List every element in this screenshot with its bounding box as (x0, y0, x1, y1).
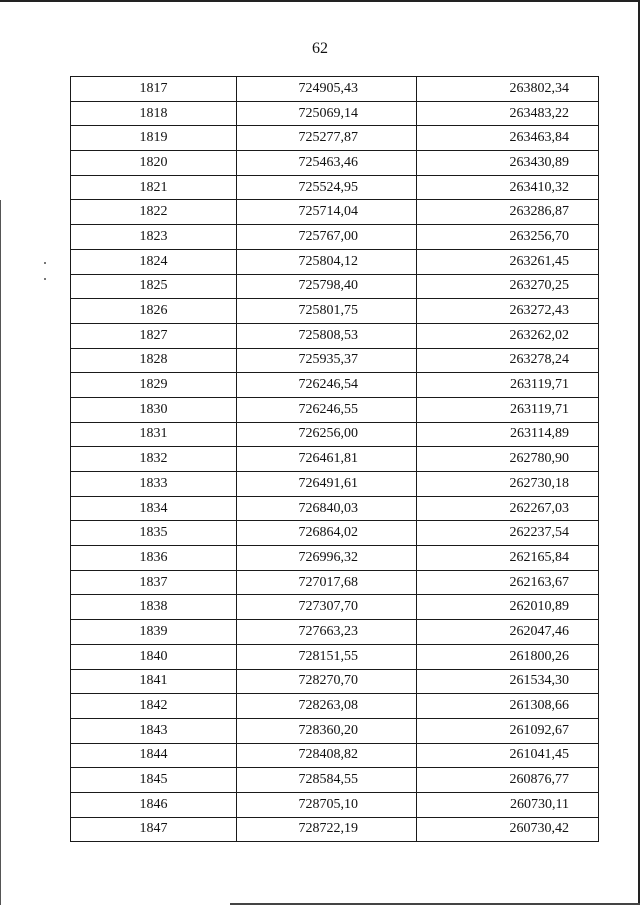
x-coordinate-cell: 725798,40 (237, 274, 417, 299)
y-coordinate-cell: 262047,46 (417, 620, 599, 645)
point-number-cell: 1819 (71, 126, 237, 151)
point-number-cell: 1836 (71, 546, 237, 571)
point-number-cell: 1824 (71, 249, 237, 274)
table-row (71, 422, 599, 447)
y-coordinate-cell: 260876,77 (417, 768, 599, 793)
scan-edge-top (0, 0, 640, 2)
y-coordinate-cell: 263802,34 (417, 77, 599, 102)
y-coordinate-cell: 261800,26 (417, 644, 599, 669)
x-coordinate-cell: 728722,19 (237, 817, 417, 842)
y-coordinate-cell: 262010,89 (417, 595, 599, 620)
y-coordinate-cell: 263114,89 (417, 422, 599, 447)
y-coordinate-cell: 263410,32 (417, 175, 599, 200)
point-number-cell: 1838 (71, 595, 237, 620)
y-coordinate-cell: 262267,03 (417, 496, 599, 521)
x-coordinate-cell: 726491,61 (237, 472, 417, 497)
y-coordinate-cell: 262780,90 (417, 447, 599, 472)
table-row (71, 397, 599, 422)
x-coordinate-cell: 726246,54 (237, 373, 417, 398)
x-coordinate-cell: 725277,87 (237, 126, 417, 151)
table-row (71, 175, 599, 200)
point-number-cell: 1826 (71, 299, 237, 324)
x-coordinate-cell: 728705,10 (237, 792, 417, 817)
point-number-cell: 1829 (71, 373, 237, 398)
table-row (71, 323, 599, 348)
x-coordinate-cell: 726840,03 (237, 496, 417, 521)
coordinates-table (70, 76, 599, 842)
x-coordinate-cell: 726864,02 (237, 521, 417, 546)
y-coordinate-cell: 263119,71 (417, 397, 599, 422)
table-row (71, 521, 599, 546)
point-number-cell: 1825 (71, 274, 237, 299)
coordinates-table-body (71, 77, 599, 842)
point-number-cell: 1828 (71, 348, 237, 373)
x-coordinate-cell: 727663,23 (237, 620, 417, 645)
point-number-cell: 1833 (71, 472, 237, 497)
point-number-cell: 1840 (71, 644, 237, 669)
table-row (71, 225, 599, 250)
x-coordinate-cell: 726256,00 (237, 422, 417, 447)
point-number-cell: 1835 (71, 521, 237, 546)
y-coordinate-cell: 261534,30 (417, 669, 599, 694)
point-number-cell: 1842 (71, 694, 237, 719)
point-number-cell: 1830 (71, 397, 237, 422)
table-row (71, 718, 599, 743)
point-number-cell: 1837 (71, 570, 237, 595)
table-row (71, 743, 599, 768)
x-coordinate-cell: 725767,00 (237, 225, 417, 250)
y-coordinate-cell: 262237,54 (417, 521, 599, 546)
y-coordinate-cell: 261308,66 (417, 694, 599, 719)
table-row (71, 570, 599, 595)
y-coordinate-cell: 263270,25 (417, 274, 599, 299)
y-coordinate-cell: 262730,18 (417, 472, 599, 497)
table-row (71, 817, 599, 842)
x-coordinate-cell: 724905,43 (237, 77, 417, 102)
point-number-cell: 1844 (71, 743, 237, 768)
page-number: 62 (312, 40, 328, 57)
y-coordinate-cell: 263256,70 (417, 225, 599, 250)
y-coordinate-cell: 263430,89 (417, 151, 599, 176)
point-number-cell: 1846 (71, 792, 237, 817)
table-row (71, 200, 599, 225)
x-coordinate-cell: 727307,70 (237, 595, 417, 620)
point-number-cell: 1839 (71, 620, 237, 645)
x-coordinate-cell: 726461,81 (237, 447, 417, 472)
table-row (71, 694, 599, 719)
point-number-cell: 1820 (71, 151, 237, 176)
table-row (71, 669, 599, 694)
x-coordinate-cell: 725935,37 (237, 348, 417, 373)
point-number-cell: 1818 (71, 101, 237, 126)
table-row (71, 274, 599, 299)
x-coordinate-cell: 727017,68 (237, 570, 417, 595)
y-coordinate-cell: 263119,71 (417, 373, 599, 398)
x-coordinate-cell: 726246,55 (237, 397, 417, 422)
y-coordinate-cell: 263272,43 (417, 299, 599, 324)
x-coordinate-cell: 725804,12 (237, 249, 417, 274)
table-row (71, 768, 599, 793)
x-coordinate-cell: 728270,70 (237, 669, 417, 694)
point-number-cell: 1817 (71, 77, 237, 102)
point-number-cell: 1847 (71, 817, 237, 842)
y-coordinate-cell: 261041,45 (417, 743, 599, 768)
table-row (71, 348, 599, 373)
y-coordinate-cell: 261092,67 (417, 718, 599, 743)
point-number-cell: 1832 (71, 447, 237, 472)
table-row (71, 373, 599, 398)
point-number-cell: 1821 (71, 175, 237, 200)
point-number-cell: 1843 (71, 718, 237, 743)
table-row (71, 101, 599, 126)
table-row (71, 620, 599, 645)
x-coordinate-cell: 728584,55 (237, 768, 417, 793)
table-row (71, 496, 599, 521)
scan-speck (44, 278, 46, 280)
table-row (71, 151, 599, 176)
x-coordinate-cell: 725801,75 (237, 299, 417, 324)
y-coordinate-cell: 263262,02 (417, 323, 599, 348)
x-coordinate-cell: 725069,14 (237, 101, 417, 126)
table-row (71, 447, 599, 472)
y-coordinate-cell: 260730,11 (417, 792, 599, 817)
y-coordinate-cell: 260730,42 (417, 817, 599, 842)
x-coordinate-cell: 726996,32 (237, 546, 417, 571)
point-number-cell: 1822 (71, 200, 237, 225)
point-number-cell: 1834 (71, 496, 237, 521)
table-row (71, 299, 599, 324)
table-row (71, 595, 599, 620)
x-coordinate-cell: 725808,53 (237, 323, 417, 348)
x-coordinate-cell: 725463,46 (237, 151, 417, 176)
table-row (71, 126, 599, 151)
x-coordinate-cell: 728263,08 (237, 694, 417, 719)
y-coordinate-cell: 263286,87 (417, 200, 599, 225)
point-number-cell: 1841 (71, 669, 237, 694)
y-coordinate-cell: 263261,45 (417, 249, 599, 274)
x-coordinate-cell: 725714,04 (237, 200, 417, 225)
table-row (71, 644, 599, 669)
x-coordinate-cell: 725524,95 (237, 175, 417, 200)
y-coordinate-cell: 262165,84 (417, 546, 599, 571)
y-coordinate-cell: 263483,22 (417, 101, 599, 126)
point-number-cell: 1823 (71, 225, 237, 250)
point-number-cell: 1827 (71, 323, 237, 348)
table-row (71, 77, 599, 102)
x-coordinate-cell: 728360,20 (237, 718, 417, 743)
table-row (71, 792, 599, 817)
y-coordinate-cell: 262163,67 (417, 570, 599, 595)
point-number-cell: 1845 (71, 768, 237, 793)
table-row (71, 249, 599, 274)
table-row (71, 472, 599, 497)
table-row (71, 546, 599, 571)
y-coordinate-cell: 263463,84 (417, 126, 599, 151)
scan-speck (44, 262, 46, 264)
y-coordinate-cell: 263278,24 (417, 348, 599, 373)
x-coordinate-cell: 728151,55 (237, 644, 417, 669)
scan-edge-left (0, 200, 1, 905)
x-coordinate-cell: 728408,82 (237, 743, 417, 768)
point-number-cell: 1831 (71, 422, 237, 447)
